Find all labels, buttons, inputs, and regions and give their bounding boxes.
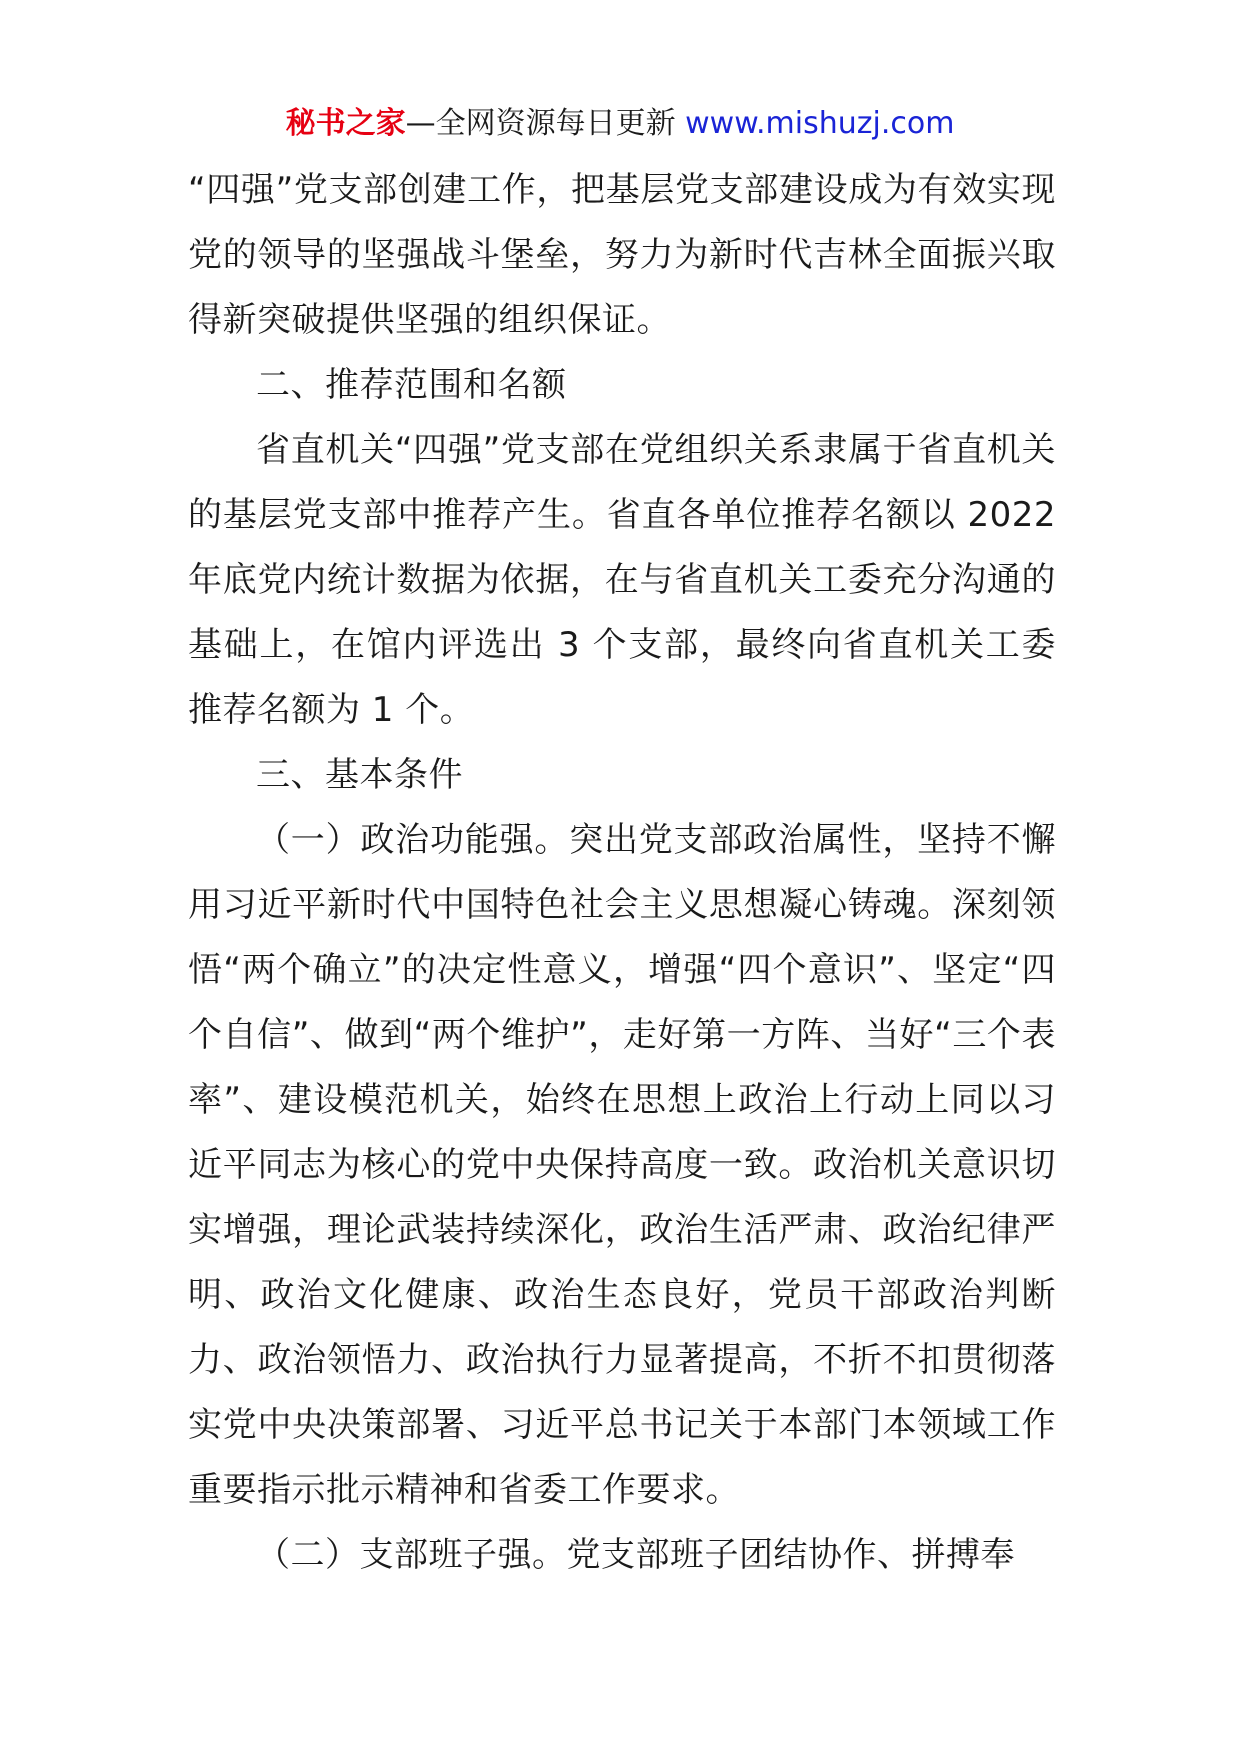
header-tagline: —全网资源每日更新 [405,106,686,141]
paragraph-scope: 省直机关“四强”党支部在党组织关系隶属于省直机关的基层党支部中推荐产生。省直各单位推荐名额以 2022 年底党内统计数据为依据，在与省直机关工委充分沟通的基础上，在馆内评选出 3 个支部，最终向省直机关工委推荐名额为 1 个。 [188,430,1056,730]
page-header [0,104,1240,144]
paragraph-intro-continuation: “四强”党支部创建工作，把基层党支部建设成为有效实现党的领导的坚强战斗堡垒，努力为新时代吉林全面振兴取得新突破提供坚强的组织保证。 [188,170,1056,340]
brand-name: 秘书之家 [285,106,406,141]
paragraph-branch-team: （二）支部班子强。党支部班子团结协作、拼搏奉 [256,1535,1015,1575]
document-body [188,158,1056,1588]
section-heading-conditions: 三、基本条件 [256,755,463,795]
section-heading-scope: 二、推荐范围和名额 [256,365,567,405]
paragraph-political-function: （一）政治功能强。突出党支部政治属性，坚持不懈用习近平新时代中国特色社会主义思想凝心铸魂。深刻领悟“两个确立”的决定性意义，增强“四个意识”、坚定“四个自信”、做到“两个维护”，走好第一方阵、当好“三个表率”、建设模范机关，始终在思想上政治上行动上同以习近平同志为核心的党中央保持高度一致。政治机关意识切实增强，理论武装持续深化，政治生活严肃、政治纪律严明、政治文化健康、政治生态良好，党员干部政治判断力、政治领悟力、政治执行力显著提高，不折不扣贯彻落实党中央决策部署、习近平总书记关于本部门本领域工作重要指示批示精神和省委工作要求。 [188,820,1056,1510]
site-url-link[interactable]: www.mishuzj.com [685,106,955,141]
